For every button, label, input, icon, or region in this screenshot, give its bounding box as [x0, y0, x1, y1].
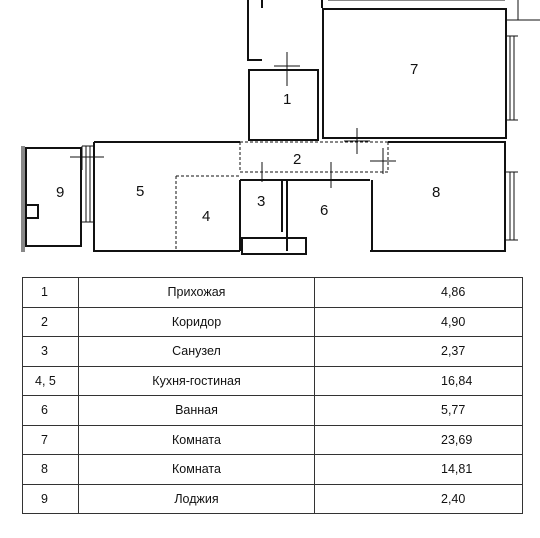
room-area: 23,69: [315, 425, 523, 455]
room-area: 2,37: [315, 337, 523, 367]
cross-loggia: [70, 146, 104, 170]
table-row: [23, 425, 523, 455]
room-number: 3: [23, 337, 79, 367]
room-label-9: 9: [56, 184, 65, 201]
room-name: Комната: [79, 425, 315, 455]
room-area: 14,81: [315, 455, 523, 485]
room-number: 9: [23, 484, 79, 514]
room-name: Прихожая: [79, 278, 315, 308]
room-number: 7: [23, 425, 79, 455]
room-area: 16,84: [315, 366, 523, 396]
cross-room-7: [344, 128, 370, 154]
room-area-table: [22, 277, 523, 514]
cross-room-8: [370, 148, 396, 174]
table-row: [23, 455, 523, 485]
window-room-8: [506, 172, 518, 240]
room-label-4: 4: [202, 208, 211, 225]
room-number: 6: [23, 396, 79, 426]
table-row: [23, 307, 523, 337]
room-label-1: 1: [283, 91, 292, 108]
table-row: [23, 484, 523, 514]
room-name: Ванная: [79, 396, 315, 426]
room-name: Лоджия: [79, 484, 315, 514]
room-label-8: 8: [432, 184, 441, 201]
room-name: Санузел: [79, 337, 315, 367]
room-label-2: 2: [293, 151, 302, 168]
room-number: 8: [23, 455, 79, 485]
wall-top-stub: [248, 0, 322, 60]
room-number: 4, 5: [23, 366, 79, 396]
room-label-3: 3: [257, 193, 266, 210]
loggia-radiator: [26, 205, 38, 218]
table-row: [23, 278, 523, 308]
table-row: [23, 396, 523, 426]
room-area: 4,90: [315, 307, 523, 337]
shaft-outline: [242, 238, 306, 254]
room-9-outline: [26, 148, 81, 246]
room-name: Коридор: [79, 307, 315, 337]
room-label-6: 6: [320, 202, 329, 219]
room-label-5: 5: [136, 183, 145, 200]
room-area: 5,77: [315, 396, 523, 426]
room-label-7: 7: [410, 61, 419, 78]
room-name: Комната: [79, 455, 315, 485]
table-row: [23, 366, 523, 396]
room-name: Кухня-гостиная: [79, 366, 315, 396]
window-loggia-left: [22, 146, 24, 252]
room-number: 1: [23, 278, 79, 308]
room-area: 4,86: [315, 278, 523, 308]
room-number: 2: [23, 307, 79, 337]
room-area: 2,40: [315, 484, 523, 514]
window-room-7: [506, 36, 518, 120]
floor-plan: [0, 0, 540, 262]
table-row: [23, 337, 523, 367]
